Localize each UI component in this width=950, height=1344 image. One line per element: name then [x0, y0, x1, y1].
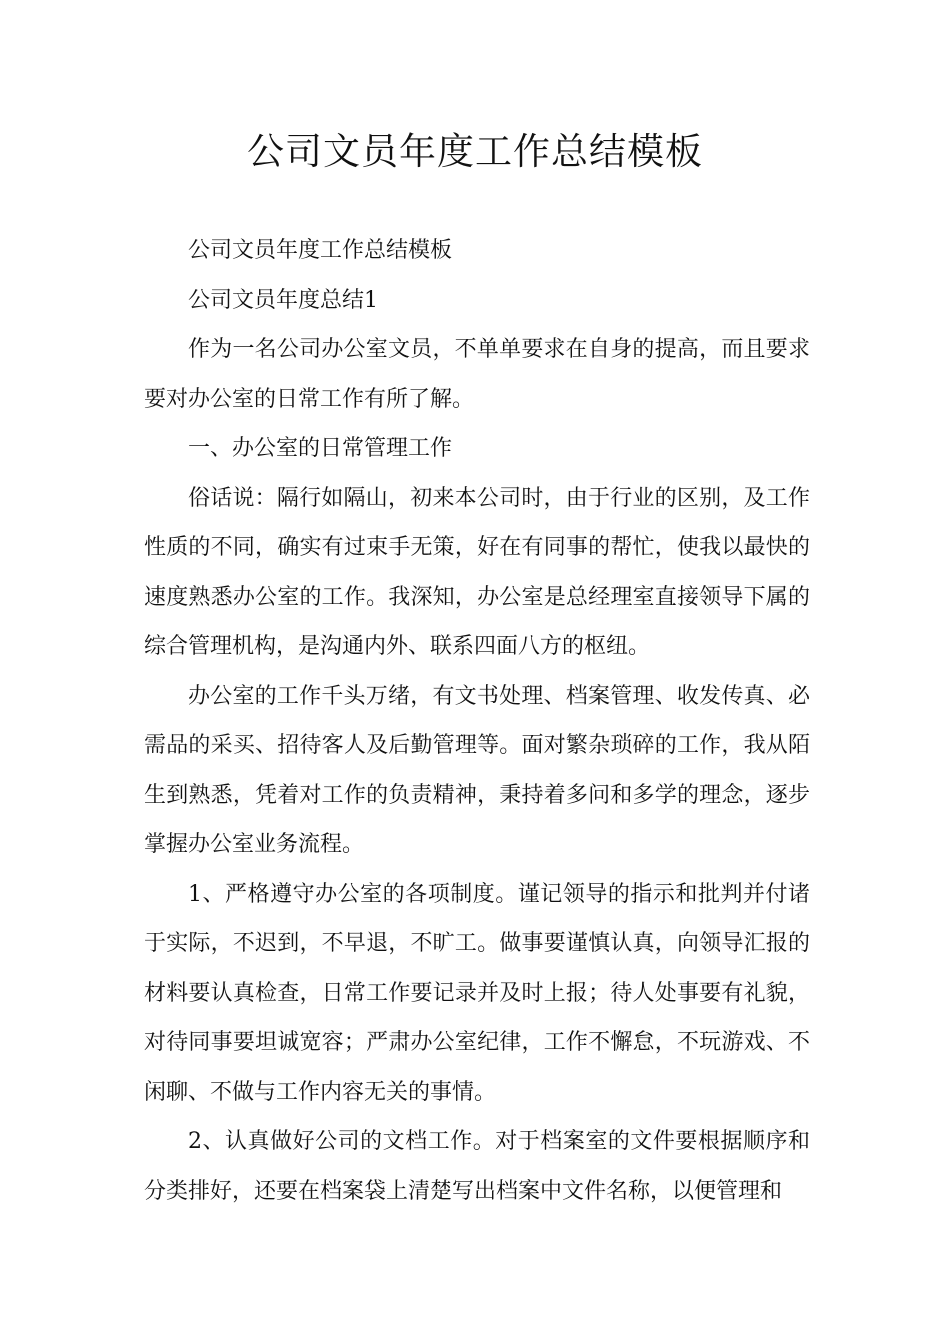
paragraph-item-1: 1、严格遵守办公室的各项制度。谨记领导的指示和批判并付诸于实际，不迟到，不早退，不旷工。做事要谨慎认真，向领导汇报的材料要认真检查，日常工作要记录并及时上报；待人处事要有礼貌，对待同事要坦诚宽容；严肃办公室纪律，工作不懈怠，不玩游戏、不闲聊、不做与工作内容无关的事情。 [144, 881, 810, 1105]
document-body [144, 226, 810, 1216]
paragraph-body: 俗话说：隔行如隔山，初来本公司时，由于行业的区别，及工作性质的不同，确实有过束手无策，好在有同事的帮忙，使我以最快的速度熟悉办公室的工作。我深知，办公室是总经理室直接领导下属的综合管理机构，是沟通内外、联系四面八方的枢纽。 [144, 485, 810, 659]
paragraph-item-2: 2、认真做好公司的文档工作。对于档案室的文件要根据顺序和分类排好，还要在档案袋上清楚写出档案中文件名称，以便管理和 [144, 1129, 810, 1204]
document-title: 公司文员年度工作总结模板 [247, 130, 703, 173]
paragraph-heading-daily-management: 一、办公室的日常管理工作 [188, 436, 453, 461]
paragraph-section-heading: 公司文员年度总结1 [188, 287, 378, 313]
paragraph-body: 办公室的工作千头万绪，有文书处理、档案管理、收发传真、必需品的采买、招待客人及后勤管理等。面对繁杂琐碎的工作，我从陌生到熟悉，凭着对工作的负责精神，秉持着多问和多学的理念，逐步掌握办公室业务流程。 [144, 683, 810, 857]
paragraph-subtitle: 公司文员年度工作总结模板 [188, 238, 453, 263]
paragraph-intro: 作为一名公司办公室文员，不单单要求在自身的提高，而且要求要对办公室的日常工作有所了解。 [144, 337, 810, 412]
